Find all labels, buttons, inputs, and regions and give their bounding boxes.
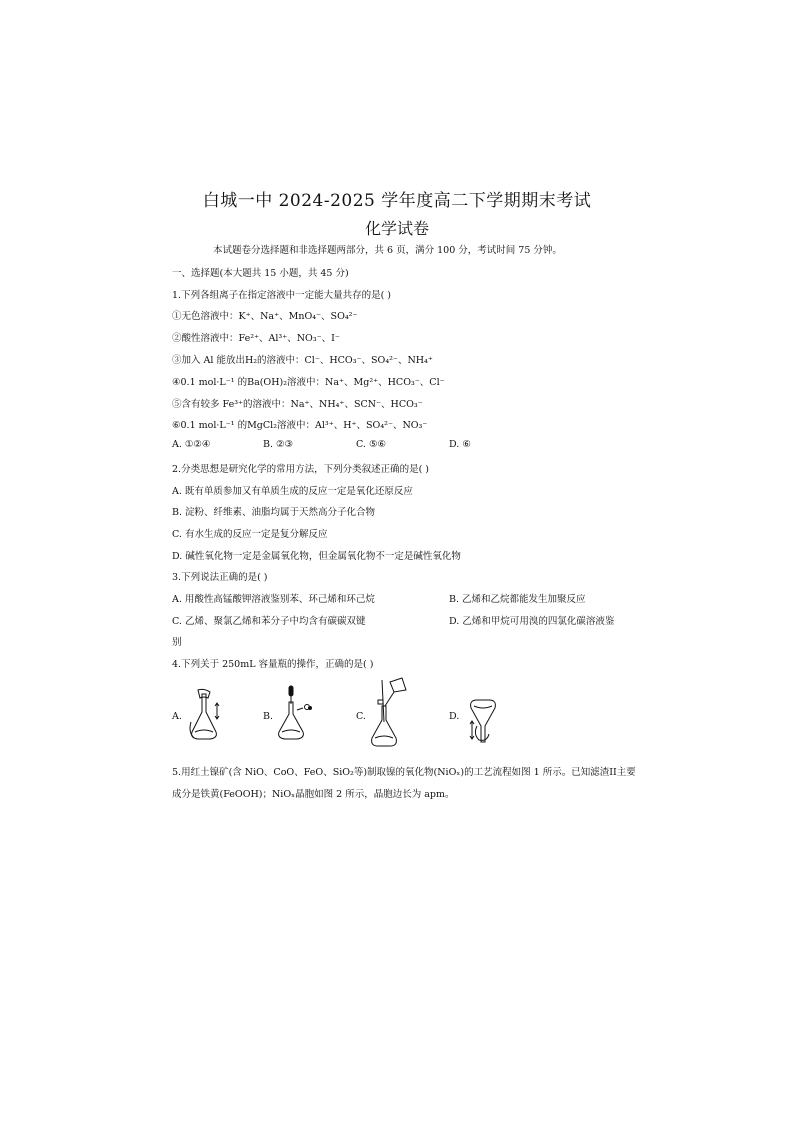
volumetric-flask-shaking-figure <box>463 686 503 746</box>
q2-option-b: B. 淀粉、纤维素、油脂均属于天然高分子化合物 <box>172 507 376 518</box>
q2-option-c: C. 有水生成的反应一定是复分解反应 <box>172 529 328 540</box>
q1-item-1: ①无色溶液中：K⁺、Na⁺、MnO₄⁻、SO₄²⁻ <box>172 311 358 322</box>
exam-subtitle: 化学试卷 <box>364 219 429 238</box>
exam-instructions: 本试题卷分选择题和非选择题两部分，共 6 页，满分 100 分，考试时间 75 分钟。 <box>213 245 562 256</box>
q4-option-d-label: D. <box>449 711 460 722</box>
q3-option-b: B. 乙烯和乙烷都能发生加聚反应 <box>449 594 586 605</box>
q5-line-1: 5.用红土镍矿(含 NiO、CoO、FeO、SiO₂等)制取镍的氧化物(NiOₓ)的工艺流程如图 1 所示。已知滤渣II主要 <box>172 767 636 778</box>
q3-option-c: C. 乙烯、聚氯乙烯和苯分子中均含有碳碳双键 <box>172 616 366 627</box>
q4-stem: 4.下列关于 250mL 容量瓶的操作，正确的是( ) <box>172 659 374 670</box>
q3-stem: 3.下列说法正确的是( ) <box>172 572 268 583</box>
q4-option-c-label: C. <box>356 711 366 722</box>
exam-title: 白城一中 2024-2025 学年度高二下学期期末考试 <box>202 191 592 211</box>
q3-option-d: D. 乙烯和甲烷可用溴的四氯化碳溶液鉴 <box>449 616 615 627</box>
q1-item-4: ④0.1 mol·L⁻¹ 的Ba(OH)₂溶液中：Na⁺、Mg²⁺、HCO₃⁻、Cl⁻ <box>172 377 445 388</box>
q1-option-a: A. ①②④ <box>172 439 211 450</box>
q1-option-b: B. ②③ <box>263 439 294 450</box>
volumetric-flask-dropper-figure <box>277 684 313 744</box>
q5-line-2: 成分是铁黄(FeOOH)；NiOₓ晶胞如图 2 所示，晶胞边长为 apm。 <box>172 789 455 800</box>
q2-option-a: A. 既有单质参加又有单质生成的反应一定是氧化还原反应 <box>172 486 413 497</box>
q1-stem: 1.下列各组离子在指定溶液中一定能大量共存的是( ) <box>172 290 391 301</box>
q3-option-a: A. 用酸性高锰酸钾溶液鉴别苯、环己烯和环己烷 <box>172 594 375 605</box>
q1-option-d: D. ⑥ <box>449 439 471 450</box>
q2-stem: 2.分类思想是研究化学的常用方法，下列分类叙述正确的是( ) <box>172 464 429 475</box>
q1-item-3: ③加入 Al 能放出H₂的溶液中：Cl⁻、HCO₃⁻、SO₄²⁻、NH₄⁺ <box>172 355 433 366</box>
volumetric-flask-pouring-figure <box>370 676 410 750</box>
q1-item-5: ⑤含有较多 Fe³⁺的溶液中：Na⁺、NH₄⁺、SCN⁻、HCO₃⁻ <box>172 399 423 410</box>
q1-item-2: ②酸性溶液中：Fe²⁺、Al³⁺、NO₃⁻、I⁻ <box>172 333 340 344</box>
q4-option-a-label: A. <box>172 711 182 722</box>
section-heading: 一、选择题(本大题共 15 小题，共 45 分) <box>172 268 349 279</box>
q3-option-d-wrap: 别 <box>172 637 182 648</box>
q1-option-c: C. ⑤⑥ <box>356 439 387 450</box>
q1-item-6: ⑥0.1 mol·L⁻¹ 的MgCl₂溶液中：Al³⁺、H⁺、SO₄²⁻、NO₃⁻ <box>172 420 428 431</box>
q2-option-d: D. 碱性氧化物一定是金属氧化物，但金属氧化物不一定是碱性氧化物 <box>172 551 461 562</box>
volumetric-flask-inverting-figure <box>186 688 222 744</box>
q4-option-b-label: B. <box>263 711 274 722</box>
